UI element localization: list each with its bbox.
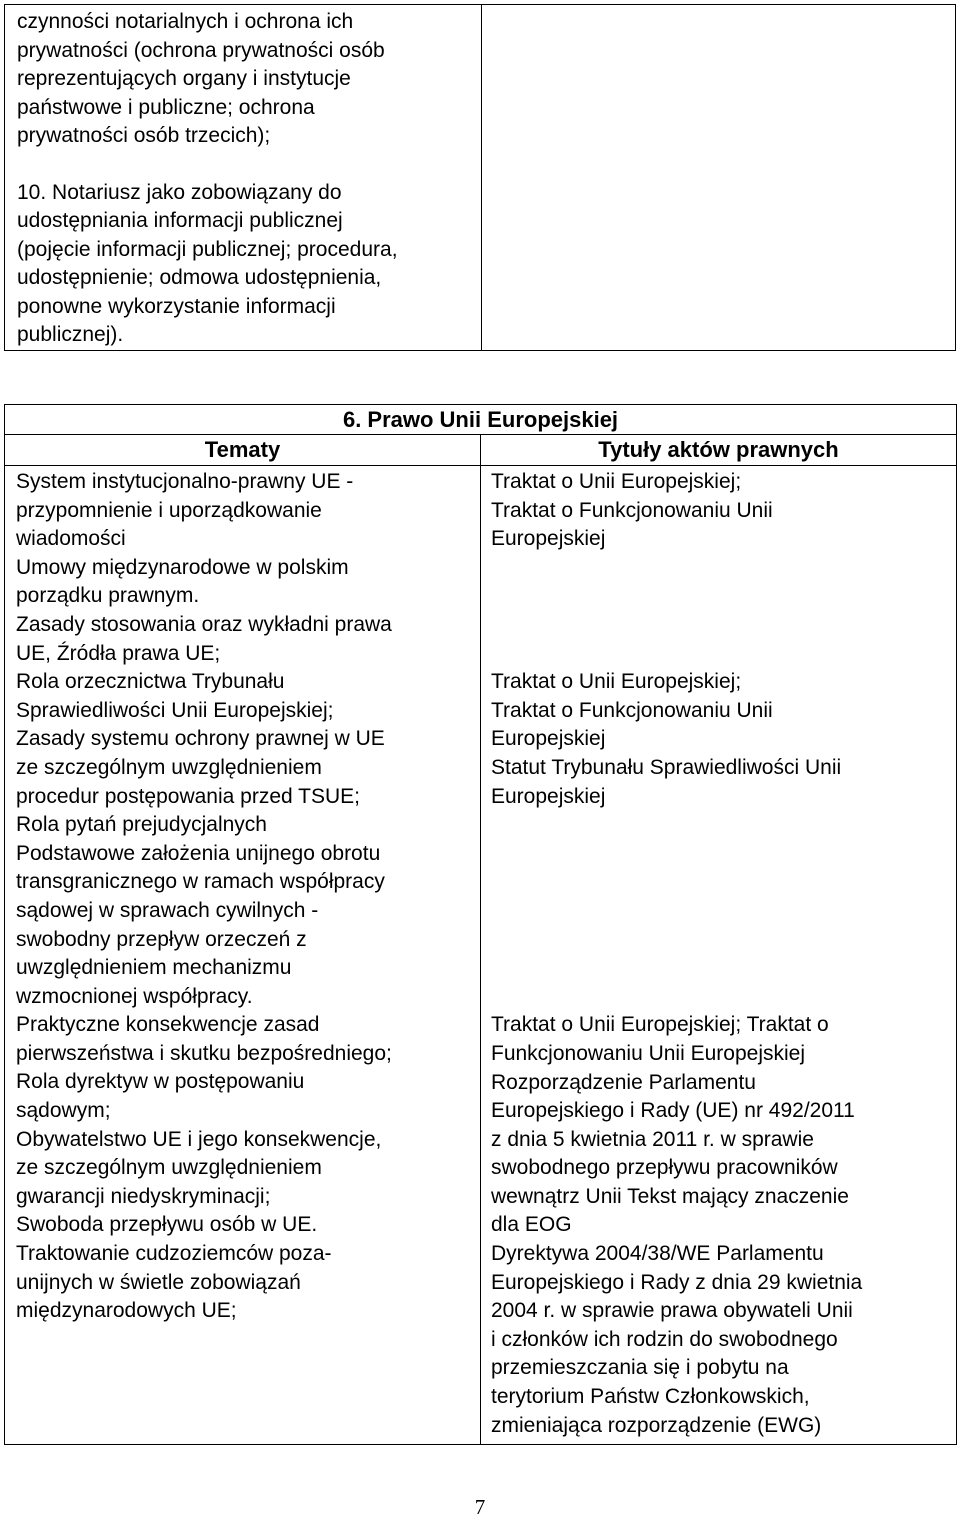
topic-line: UE, Źródła prawa UE; (16, 641, 221, 665)
text-line: udostępnienie; odmowa udostępnienia, (17, 266, 382, 289)
legal-acts-cell-continued (482, 5, 956, 351)
topic-line: gwarancji niedyskryminacji; (16, 1184, 271, 1208)
topic-line: swobodny przepływ orzeczeń z (16, 927, 307, 951)
topic-line: Rola pytań prejudycjalnych (16, 813, 267, 837)
topic-line: międzynarodowych UE; (16, 1299, 237, 1323)
topic-line: procedur postępowania przed TSUE; (16, 784, 360, 808)
legal-act-line: Traktat o Unii Europejskiej; Traktat o (491, 1013, 829, 1037)
legal-act-line: Europejskiego i Rady (UE) nr 492/2011 (491, 1099, 855, 1123)
column-header-topics: Tematy (5, 435, 481, 466)
text-line: 10. Notariusz jako zobowiązany do (17, 180, 342, 204)
topic-line: wiadomości (16, 527, 126, 551)
topic-line: wzmocnionej współpracy. (16, 984, 253, 1008)
topic-line: ze szczególnym uwzględnieniem (16, 755, 322, 779)
legal-act-line: terytorium Państw Członkowskich, (491, 1385, 810, 1409)
topic-line: Praktyczne konsekwencje zasad (16, 1013, 320, 1037)
legal-act-line: Traktat o Unii Europejskiej; (491, 670, 742, 694)
text-line: prywatności (ochrona prywatności osób (17, 38, 385, 62)
topic-line: porządku prawnym. (16, 584, 200, 608)
legal-act-line: Traktat o Funkcjonowaniu Unii (491, 698, 773, 722)
text-line: publicznej). (17, 323, 124, 346)
legal-acts-cell (481, 466, 957, 1445)
topic-line: Obywatelstwo UE i jego konsekwencje, (16, 1127, 382, 1151)
topic-line: Traktowanie cudzoziemców poza- (16, 1242, 332, 1266)
topics-cell-continued (5, 5, 482, 351)
continuation-table (4, 4, 956, 351)
topic-line: Podstawowe założenia unijnego obrotu (16, 841, 381, 865)
text-line: udostępniania informacji publicznej (17, 209, 343, 232)
paragraph-privacy (17, 8, 471, 151)
eu-law-table (4, 404, 957, 1445)
legal-act-line: dla EOG (491, 1213, 572, 1237)
legal-act-line: 2004 r. w sprawie prawa obywateli Unii (491, 1299, 853, 1323)
topic-line: uwzględnieniem mechanizmu (16, 956, 292, 980)
topic-line: Sprawiedliwości Unii Europejskiej; (16, 698, 334, 722)
topic-line: ze szczególnym uwzględnieniem (16, 1156, 322, 1180)
column-header-legal-acts: Tytuły aktów prawnych (481, 435, 957, 466)
topic-line: Rola dyrektyw w postępowaniu (16, 1070, 305, 1094)
legal-act-line: przemieszczania się i pobytu na (491, 1356, 789, 1380)
legal-acts-block-treaties (491, 468, 950, 554)
legal-act-line: Europejskiej (491, 727, 606, 751)
topic-line: pierwszeństwa i skutku bezpośredniego; (16, 1041, 392, 1065)
legal-act-line: Funkcjonowaniu Unii Europejskiej (491, 1041, 805, 1065)
topic-line: sądowym; (16, 1099, 111, 1123)
topic-line: Zasady stosowania oraz wykładni prawa (16, 612, 392, 636)
topic-line: Swoboda przepływu osób w UE. (16, 1213, 318, 1237)
legal-acts-block-court (491, 668, 950, 811)
legal-act-line: swobodnego przepływu pracowników (491, 1156, 838, 1180)
topic-line: Umowy międzynarodowe w polskim (16, 555, 349, 579)
legal-act-line: Europejskiego i Rady z dnia 29 kwietnia (491, 1270, 863, 1294)
topics-cell (5, 466, 481, 1445)
legal-act-line: z dnia 5 kwietnia 2011 r. w sprawie (491, 1127, 814, 1151)
topic-line: przypomnienie i uporządkowanie (16, 498, 322, 522)
legal-act-line: wewnątrz Unii Tekst mający znaczenie (491, 1184, 849, 1208)
legal-act-line: Rozporządzenie Parlamentu (491, 1070, 756, 1094)
section-title: 6. Prawo Unii Europejskiej (5, 405, 957, 435)
text-line: państwowe i publiczne; ochrona (17, 95, 315, 119)
text-line: ponowne wykorzystanie informacji (17, 294, 336, 318)
legal-act-line: Europejskiej (491, 784, 606, 808)
legal-act-line: i członków ich rodzin do swobodnego (491, 1327, 838, 1351)
legal-acts-block-free-movement (491, 1011, 950, 1440)
legal-act-line: Traktat o Funkcjonowaniu Unii (491, 498, 773, 522)
paragraph-public-information (17, 179, 471, 350)
text-line: prywatności osób trzecich); (17, 124, 271, 147)
topic-line: Zasady systemu ochrony prawnej w UE (16, 727, 385, 751)
topic-line: Rola orzecznictwa Trybunału (16, 670, 285, 694)
topic-line: transgranicznego w ramach współpracy (16, 870, 385, 894)
legal-act-line: Traktat o Unii Europejskiej; (491, 470, 742, 493)
page-number: 7 (474, 1495, 486, 1519)
topic-line: unijnych w świetle zobowiązań (16, 1270, 301, 1294)
legal-act-line: Europejskiej (491, 527, 606, 551)
legal-act-line: Statut Trybunału Sprawiedliwości Unii (491, 755, 842, 779)
text-line: czynności notarialnych i ochrona ich (17, 10, 354, 33)
legal-act-line: Dyrektywa 2004/38/WE Parlamentu (491, 1242, 824, 1266)
topic-line: System instytucjonalno-prawny UE - (16, 470, 354, 493)
topic-line: sądowej w sprawach cywilnych - (16, 898, 319, 922)
text-line: reprezentujących organy i instytucje (17, 67, 351, 90)
text-line: (pojęcie informacji publicznej; procedura, (17, 237, 398, 261)
legal-act-line: zmieniająca rozporządzenie (EWG) (491, 1413, 822, 1437)
